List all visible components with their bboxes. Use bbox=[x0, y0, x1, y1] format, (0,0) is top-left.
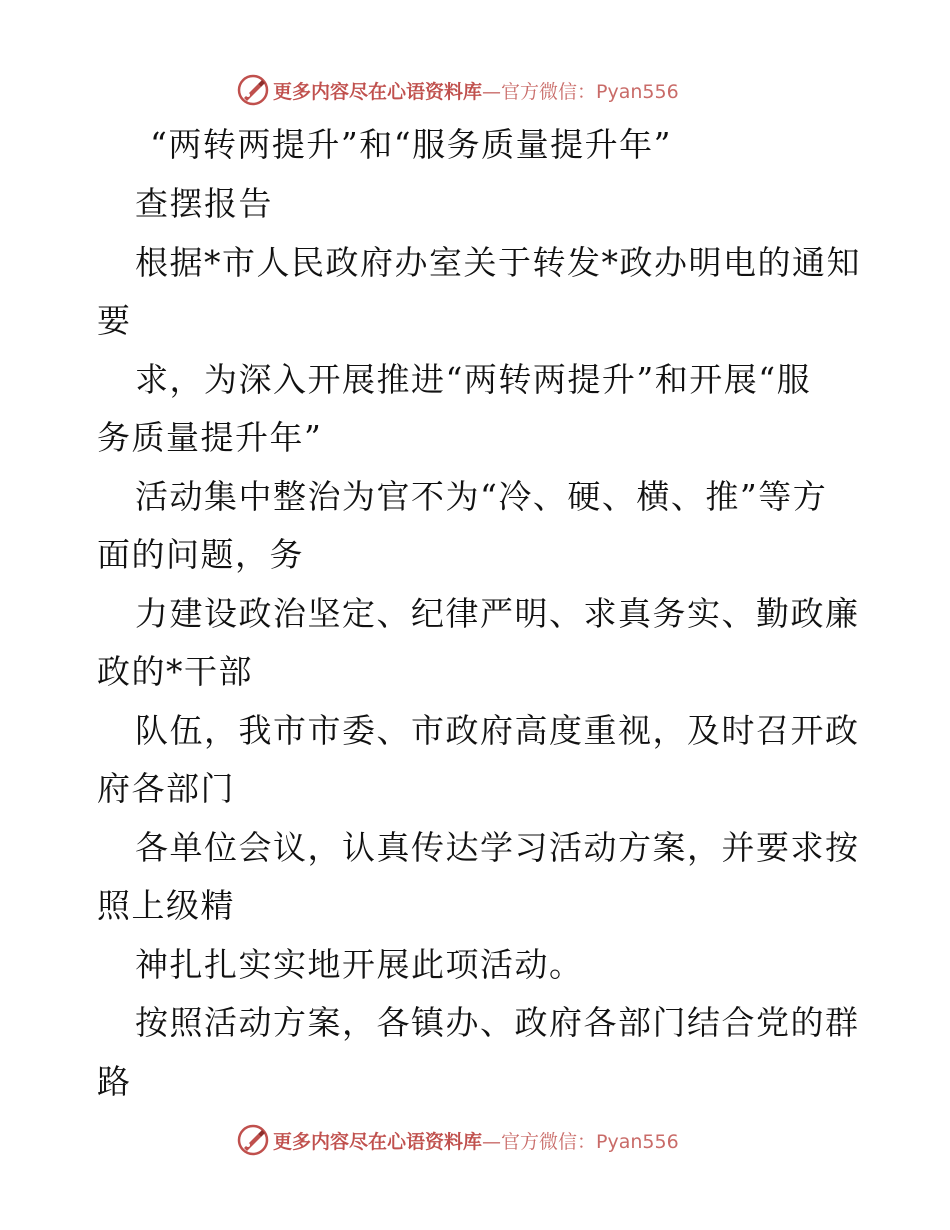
body-line: 活动集中整治为官不为“冷、硬、横、推”等方 bbox=[135, 477, 828, 516]
body-line: 神扎扎实实地开展此项活动。 bbox=[135, 945, 584, 984]
body-line: 各单位会议，认真传达学习活动方案，并要求按 bbox=[135, 828, 860, 867]
document-title: “两转两提升”和“服务质量提升年” bbox=[150, 125, 672, 164]
watermark-sub-text: —官方微信：Pyan556 bbox=[482, 80, 679, 103]
document-subtitle: 查摆报告 bbox=[135, 184, 273, 223]
body-line: 路 bbox=[97, 1062, 132, 1101]
body-line: 力建设政治坚定、纪律严明、求真务实、勤政廉 bbox=[135, 594, 860, 633]
pen-logo-icon bbox=[236, 73, 270, 107]
pen-logo-icon bbox=[236, 1123, 270, 1157]
header-watermark bbox=[236, 73, 679, 107]
watermark-main-text: 更多内容尽在心语资料库 bbox=[273, 1130, 483, 1153]
footer-watermark bbox=[236, 1123, 679, 1157]
body-line: 政的*干部 bbox=[97, 652, 253, 691]
body-line: 府各部门 bbox=[97, 769, 235, 808]
body-line: 务质量提升年” bbox=[97, 418, 323, 457]
body-line: 队伍，我市市委、市政府高度重视，及时召开政 bbox=[135, 711, 860, 750]
body-line: 面的问题，务 bbox=[97, 535, 304, 574]
body-line: 按照活动方案，各镇办、政府各部门结合党的群 bbox=[135, 1003, 860, 1042]
watermark-sub-text: —官方微信：Pyan556 bbox=[482, 1130, 679, 1153]
body-line: 要 bbox=[97, 301, 132, 340]
watermark-main-text: 更多内容尽在心语资料库 bbox=[273, 80, 483, 103]
body-line: 照上级精 bbox=[97, 886, 235, 925]
body-line: 根据*市人民政府办室关于转发*政办明电的通知 bbox=[135, 243, 861, 282]
body-line: 求，为深入开展推进“两转两提升”和开展“服 bbox=[135, 360, 812, 399]
